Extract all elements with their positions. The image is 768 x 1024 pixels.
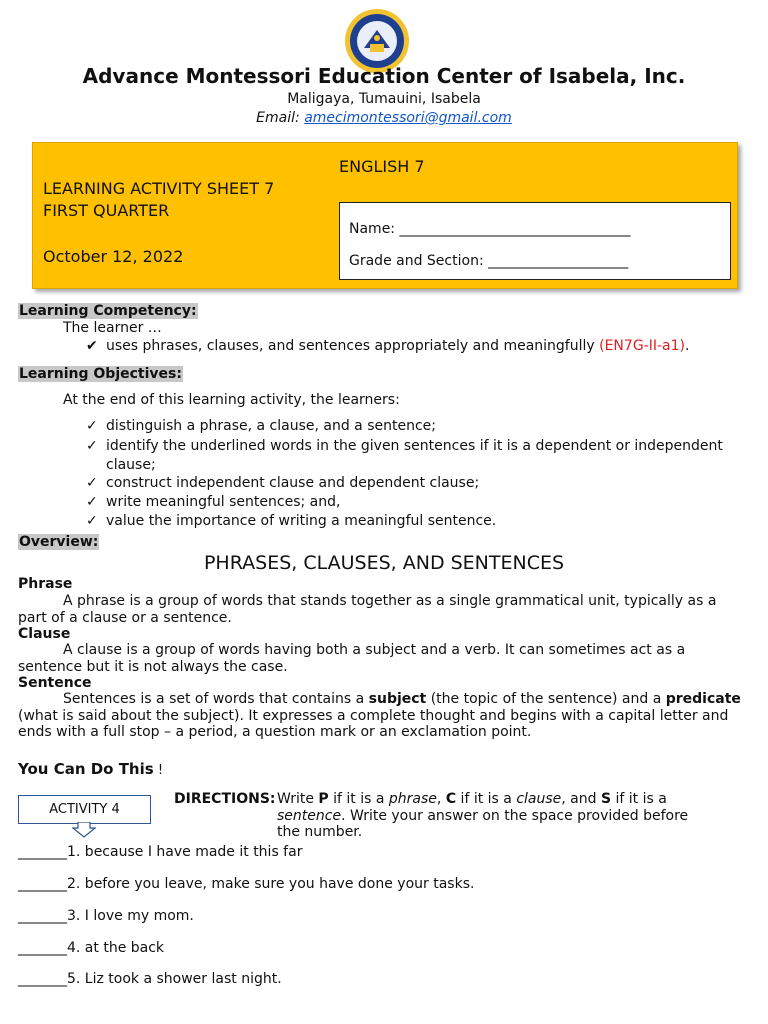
sentence-text-e: (what is said about the subject). It expresses a complete thought and begins with a capital letter and ends with a full stop – a period, a question mark or an exclamation point. [18, 707, 729, 740]
sentence-subject: subject [368, 691, 427, 707]
sentence-predicate: predicate [665, 691, 741, 707]
activity-label-box: ACTIVITY 4 [18, 795, 151, 824]
objective-item [86, 418, 436, 435]
objective-item [86, 513, 496, 530]
objective-text: clause; [106, 457, 156, 473]
objective-item [86, 494, 340, 511]
school-name: Advance Montessori Education Center of Isabela, Inc. [82, 64, 686, 88]
overview-heading: PHRASES, CLAUSES, AND SENTENCES [203, 552, 565, 574]
arrow-down-icon [72, 822, 96, 838]
dir-part: if it is a [328, 791, 389, 807]
clause-definition [18, 642, 748, 675]
objectives-label: Learning Objectives: [19, 366, 182, 382]
checkmark-icon: ✓ [86, 475, 98, 491]
objective-text: construct independent clause and dependent clause; [106, 475, 480, 491]
activity-item-4[interactable]: _______4. at the back [18, 940, 165, 956]
phrase-definition [18, 593, 748, 626]
directions-text [277, 791, 697, 841]
sentence-term: Sentence [18, 675, 92, 691]
dir-sentence: sentence [277, 807, 342, 824]
dir-p: P [318, 791, 329, 807]
dir-c: C [445, 791, 457, 807]
school-address: Maligaya, Tumauini, Isabela [287, 91, 481, 107]
objective-text: distinguish a phrase, a clause, and a sentence; [106, 418, 436, 434]
objective-text: write meaningful sentences; and, [106, 494, 341, 510]
competency-item [86, 338, 689, 355]
email-label: Email: [256, 110, 300, 126]
activity-header-box [32, 142, 738, 289]
competency-intro: The learner … [63, 320, 162, 336]
clause-text: A clause is a group of words having both a subject and a verb. It can sometimes act as a sentence but it is not always the case. [18, 642, 686, 675]
school-email [0, 110, 768, 126]
quarter-label: FIRST QUARTER [43, 201, 170, 220]
dir-clause: clause [516, 791, 562, 807]
sentence-text-a: Sentences is a set of words that contains a [63, 691, 369, 707]
grade-section-field[interactable]: Grade and Section: ____________________ [349, 253, 629, 269]
dir-phrase: phrase [388, 791, 437, 807]
subject-title: ENGLISH 7 [339, 157, 425, 176]
objectives-intro: At the end of this learning activity, the learners: [63, 392, 400, 408]
phrase-term: Phrase [18, 576, 73, 592]
email-link[interactable]: amecimontessori@gmail.com [304, 110, 512, 126]
dir-part: if it is a [456, 791, 517, 807]
you-can-mark: ! [153, 763, 164, 778]
sentence-definition [18, 691, 748, 741]
competency-end: . [684, 338, 690, 354]
overview-label: Overview: [19, 534, 99, 550]
checkmark-icon: ✓ [86, 494, 98, 510]
objective-text: value the importance of writing a meaningful sentence. [106, 513, 497, 529]
checkmark-icon: ✔ [86, 338, 98, 354]
activity-item-3[interactable]: _______3. I love my mom. [18, 908, 194, 924]
student-info-box [339, 202, 731, 280]
checkmark-icon: ✓ [86, 438, 98, 454]
you-can-do-this-heading [18, 760, 163, 778]
dir-part: , [436, 791, 446, 807]
activity-item-1[interactable]: _______1. because I have made it this far [18, 844, 303, 860]
dir-part: , and [561, 791, 601, 807]
competency-label: Learning Competency: [19, 303, 197, 319]
objective-item [86, 438, 723, 455]
dir-part: Write [277, 791, 319, 807]
activity-item-5[interactable]: _______5. Liz took a shower last night. [18, 971, 282, 987]
activity-item-2[interactable]: _______2. before you leave, make sure you have done your tasks. [18, 876, 475, 892]
objective-text: identify the underlined words in the given sentences if it is a dependent or independent [106, 438, 723, 454]
sentence-text-c: (the topic of the sentence) and a [426, 691, 666, 707]
competency-text: uses phrases, clauses, and sentences appropriately and meaningfully [106, 338, 600, 354]
competency-code: (EN7G-II-a1) [599, 338, 685, 354]
dir-part: . Write your answer on the space provided before the number. [277, 807, 689, 840]
sheet-title: LEARNING ACTIVITY SHEET 7 [43, 179, 275, 198]
name-field[interactable]: Name: _________________________________ [349, 221, 631, 237]
clause-term: Clause [18, 626, 71, 642]
checkmark-icon: ✓ [86, 513, 98, 529]
objective-item [86, 475, 479, 492]
sheet-date: October 12, 2022 [43, 247, 184, 266]
dir-s: S [600, 791, 612, 807]
dir-part: if it is a [611, 791, 667, 807]
phrase-text: A phrase is a group of words that stands together as a single grammatical unit, typically as a part of a clause or a sentence. [18, 593, 717, 626]
directions-label: DIRECTIONS: [174, 791, 276, 807]
you-can-text: You Can Do This [18, 760, 154, 778]
checkmark-icon: ✓ [86, 418, 98, 434]
objective-item-continuation [106, 457, 156, 474]
